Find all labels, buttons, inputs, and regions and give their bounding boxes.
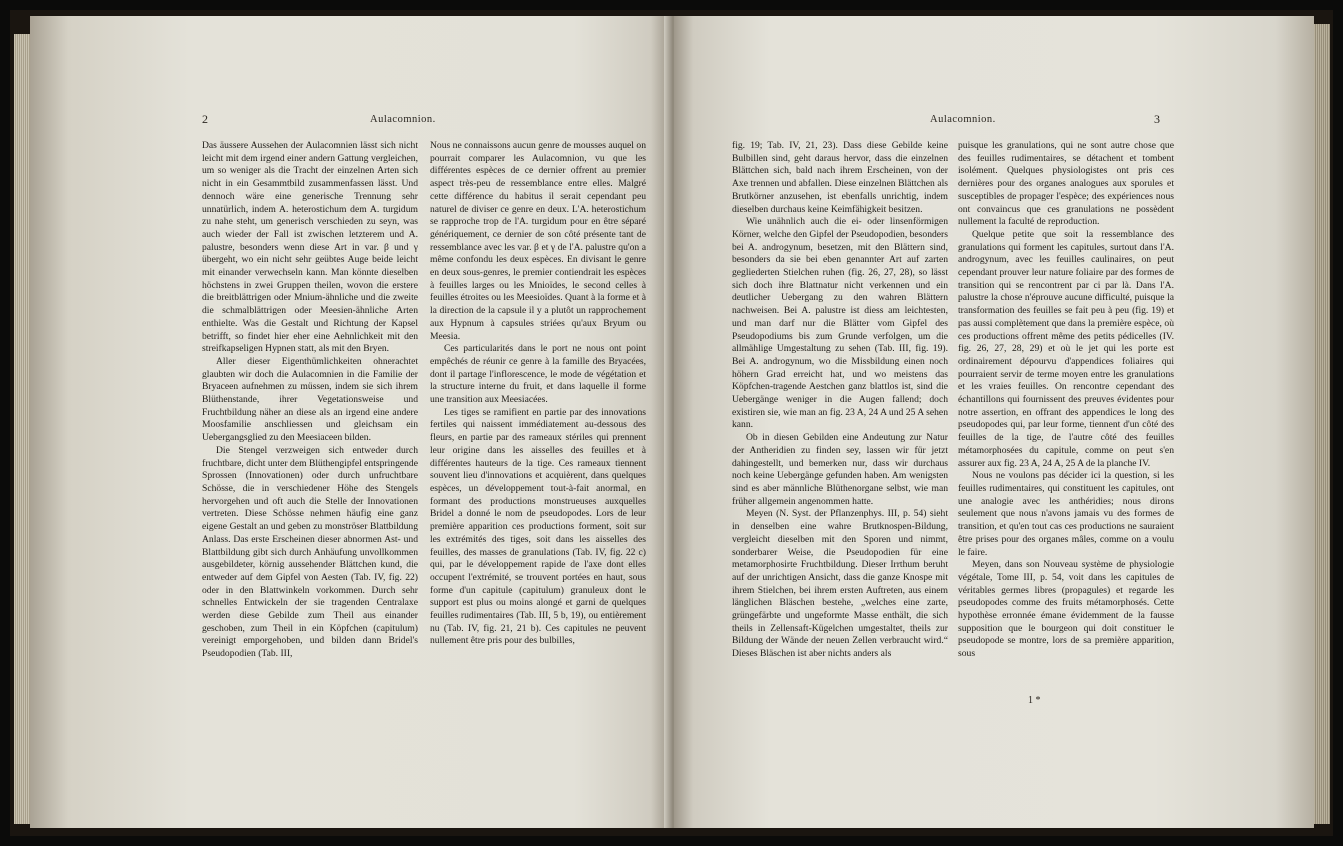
page-number: 3 [1154, 112, 1160, 126]
paragraph: Wie unähnlich auch die ei- oder linsenförmigen Körner, welche den Gipfel der Pseudopodien, besonders bei A. androgynum, besetzen, mit den Blättern sind, besonders da sie bei eben genannter Art auf zarten gegliederten Stielchen ruhen (fig. 26, 27, 28), so lässt sich doch ihre Blattnatur nicht verkennen und ein deutlicher Uebergang zu den wahren Blättern nachweisen. Bei A. palustre ist diess am leichtesten, und man darf nur die Blätter vom Gipfel des Pseudopodiums bis zum Grunde verfolgen, um die allmählige Umgestaltung zu sehen (Tab. III, fig. 19). Bei A. androgynum, wo die Missbildung einen noch höhern Grad erreicht hat, und wo meistens das Köpfchen-tragende Aestchen ganz blattlos ist, sind die Uebergänge weniger in die Augen fallend; doch existiren sie, wie man an fig. 23 A, 24 A und 25 A sehen kann. [732, 216, 948, 431]
signature-mark: 1 * [1028, 695, 1041, 706]
paragraph: Ob in diesen Gebilden eine Andeutung zur Natur der Antheridien zu finden sey, lassen wir für jetzt dahingestellt, und bemerken nur, dass wir durchaus noch keine Uebergänge gefunden haben. Am wenigsten sind es aber männliche Blüthenorgane selbst, wie man früher allgemein angenommen hatte. [732, 432, 948, 507]
running-header: Aulacomnion. [930, 114, 996, 125]
paragraph: Meyen, dans son Nouveau système de physiologie végétale, Tome III, p. 54, voit dans les capitules de véritables germes libres (propagules) et regarde les pseudopodes comme des fruits métamorphosés. Cette hypothèse erronnée émane évidemment de la fausse supposition que le bourgeon qui doit constituer le pseudopode se montre, lors de sa première apparition, sous [958, 559, 1174, 660]
right-column-french [430, 140, 646, 648]
paragraph: Meyen (N. Syst. der Pflanzenphys. III, p. 54) sieht in denselben eine wahre Brutknospen-Bildung, vergleicht dieselben mit den Sporen und nimmt, sonderbarer Weise, die Pseudopodien für eine metamorphosirte Fruchtbildung. Dieser Irrthum beruht auf der unrichtigen Ansicht, dass die ganze Knospe mit ihrem Stielchen, bei ihrem ersten Auftreten, aus einem länglichen Bläschen bestehe, „welches eine zarte, grüngefärbte und ungeformte Masse enthält, die sich theils in Zellensaft-Kügelchen umgestaltet, theils zur Bildung der Wände der neuen Zellen verbraucht wird.“ Dieses Bläschen ist aber nichts anders als [732, 508, 948, 660]
book-spread [10, 10, 1333, 836]
paragraph: Das äussere Aussehen der Aulacomnien lässt sich nicht leicht mit dem irgend einer andern Gattung vergleichen, um so weniger als die Tracht der einzelnen Arten sich nicht in ein Gesammtbild zusammenfassen lässt. Und dennoch wäre eine generische Trennung sehr unnatürlich, indem A. heterostichum dem A. turgidum zu nahe steht, um generisch verschieden zu seyn, was auch wieder der Fall ist zwischen letzterem und A. palustre, besonders wenn diese Art in var. β und γ übergeht, wo ein nicht sehr geübtes Auge beide leicht mit einander verwechseln kann. Man könnte dieselben höchstens in zwei Gruppen theilen, wovon die erstere die breitblättrigen oder Mnium-ähnliche und die zweite die schmalblättrigen oder Meesien-ähnliche Arten enthielte. Was die Gestalt und Richtung der Kapsel betrifft, so findet hier eher eine Aehnlichkeit mit den streifkapseligen Hypnen statt, als mit den Bryen. [202, 140, 418, 355]
paragraph: puisque les granulations, qui ne sont autre chose que des feuilles rudimentaires, se détachent et tombent isolément. Quelques physiologistes ont pris ces dernières pour des organes analogues aux sporules et susceptibles de propager l'espèce; des expériences nous ont convaincus que ces granulations ne possèdent nullement la faculté de reproduction. [958, 140, 1174, 228]
paragraph: Die Stengel verzweigen sich entweder durch fruchtbare, dicht unter dem Blüthengipfel entspringende Sprossen (Innovationen) oder durch unfruchtbare Schösse, die in verschiedener Höhe des Stengels hervorgehen und oft auch die Stelle der Innovationen vertreten. Diese Schösse nehmen häufig eine ganz eigene Gestalt an und geben zu monströser Blattbildung Anlass. Das erste Erscheinen dieser abnormen Ast- und Blattbildung gibt sich durch Anhäufung unvollkommen ausgebildeter, körnig aussehender Blättchen kund, die entweder auf dem Gipfel von Aesten (Tab. IV, fig. 22) oder in den Blattwinkeln vorkommen. Durch sehr schnelles Entwickeln der sie tragenden Centralaxe werden diese Gebilde zum Theil aus einander geschoben, zum Theil in ein Köpfchen (capitulum) vereinigt emporgehoben, und bilden dann Bridel's Pseudopodien (Tab. III, [202, 444, 418, 660]
running-header: Aulacomnion. [370, 114, 436, 125]
paragraph: Aller dieser Eigenthümlichkeiten ohnerachtet glaubten wir doch die Aulacomnien in die Familie der Bryaceen aufnehmen zu müssen, indem sie sich ihrem Blüthenstande, ihrer Vegetationsweise und Fruchtbildung näher an diese als an irgend eine andere Moosfamilie anschliessen und gleichsam ein Uebergangsglied zu den Meesiaceen bilden. [202, 355, 418, 444]
paragraph: Quelque petite que soit la ressemblance des granulations qui forment les capitules, surtout dans l'A. androgynum, avec les feuilles caulinaires, on peut cependant prouver leur nature foliaire par des formes de transition qui se rencontrent par ci par là. Dans l'A. palustre la chose n'éprouve aucune difficulté, puisque la transformation des feuilles se fait peu à peu (fig. 19) et pas aussi complètement que dans la première espèce, où ces productions offrent même des petits pédicelles (IV. fig. 26, 27, 28, 29) et où le jet qui les porte est ordinairement dépourvu d'appendices foliaires qui pourraient servir de terme moyen entre les granulations et les vraies feuilles. On rencontre cependant des échantillons qui fournissent des preuves évidentes pour notre assertion, en offrant des appendices le long des pseudopodes qui, par leur forme, tiennent d'un côté des feuilles de la tige, de l'autre côté des feuilles métamorphosées du capitule, comme on peut s'en assurer aux fig. 23 A, 24 A, 25 A de la planche IV. [958, 228, 1174, 469]
paragraph: fig. 19; Tab. IV, 21, 23). Dass diese Gebilde keine Bulbillen sind, geht daraus hervor, dass die einzelnen Blättchen sich, bald nach ihrem Erscheinen, von der Axe trennen und abfallen. Diese einzelnen Blättchen als Brutkörner anzusehen, ist ebenfalls unrichtig, indem dieselben durchaus keine Keimfähigkeit besitzen. [732, 140, 948, 215]
paragraph: Les tiges se ramifient en partie par des innovations fertiles qui naissent immédiatement au-dessous des fleurs, en partie par des rameaux stériles qui prennent leur origine dans les aisselles des feuilles et à différentes hauteurs de la tige. Ces rameaux tiennent souvent lieu d'innovations et acquièrent, dans quelques espèces, un développement tout-à-fait anormal, en formant des productions monstrueuses auxquelles Bridel a donné le nom de pseudopodes. Lors de leur première apparition ces productions forment, soit sur les extrémités des tiges, soit dans les aisselles des feuilles, des masses de granulations (Tab. IV, fig. 22 c) qui, par le développement rapide de l'axe dont elles occupent l'extrémité, se trouvent portées en haut, sous forme d'un capitule (capitulum) granuleux dont le support est plus ou moins alongé et garni de quelques feuilles rudimentaires (Tab. III, 5 b, 19), ou entièrement nu (Tab. IV, fig. 21, 21 b). Ces capitules ne peuvent nullement être pris pour des bulbilles, [430, 406, 646, 647]
page-number: 2 [202, 112, 208, 126]
left-column-german [202, 140, 418, 661]
right-page [674, 16, 1314, 828]
left-page [30, 16, 670, 828]
paragraph: Nous ne voulons pas décider ici la question, si les feuilles rudimentaires, qui constituent les capitules, ont une analogie avec les anthéridies; nous dirons seulement que nous n'avons jamais vu des formes de transition, et qu'en tout cas ces productions ne sauraient être prises pour des organes mâles, comme on a voulu le faire. [958, 470, 1174, 558]
paragraph: Ces particularités dans le port ne nous ont point empêchés de réunir ce genre à la famille des Bryacées, dont il partage l'inflorescence, le mode de végétation et la structure interne du fruit, et dans laquelle il forme une transition aux Meesiacées. [430, 343, 646, 406]
paragraph: Nous ne connaissons aucun genre de mousses auquel on pourrait comparer les Aulacomnion, vu que les différentes espèces de ce dernier offrent au premier aspect très-peu de ressemblance entre elles. Malgré cette différence du habitus il serait cependant peu naturel de diviser ce genre en deux. L'A. heterostichum se rapproche trop de l'A. turgidum pour en être séparé génériquement, ce dernier de son côté présente tant de ressemblance avec les var. β et γ de l'A. palustre qu'on a même confondu les deux espèces. En divisant le genre en deux sous-genres, le premier contiendrait les espèces à feuilles larges ou les Mnioïdes, le second celles à feuilles étroites ou les Meesioïdes. Quant à la forme et à la direction de la capsule il y a plutôt un rapprochement aux Hypnum à capsules striées qu'aux Bryum ou Meesia. [430, 140, 646, 342]
left-column-german [732, 140, 948, 661]
right-column-french [958, 140, 1174, 661]
